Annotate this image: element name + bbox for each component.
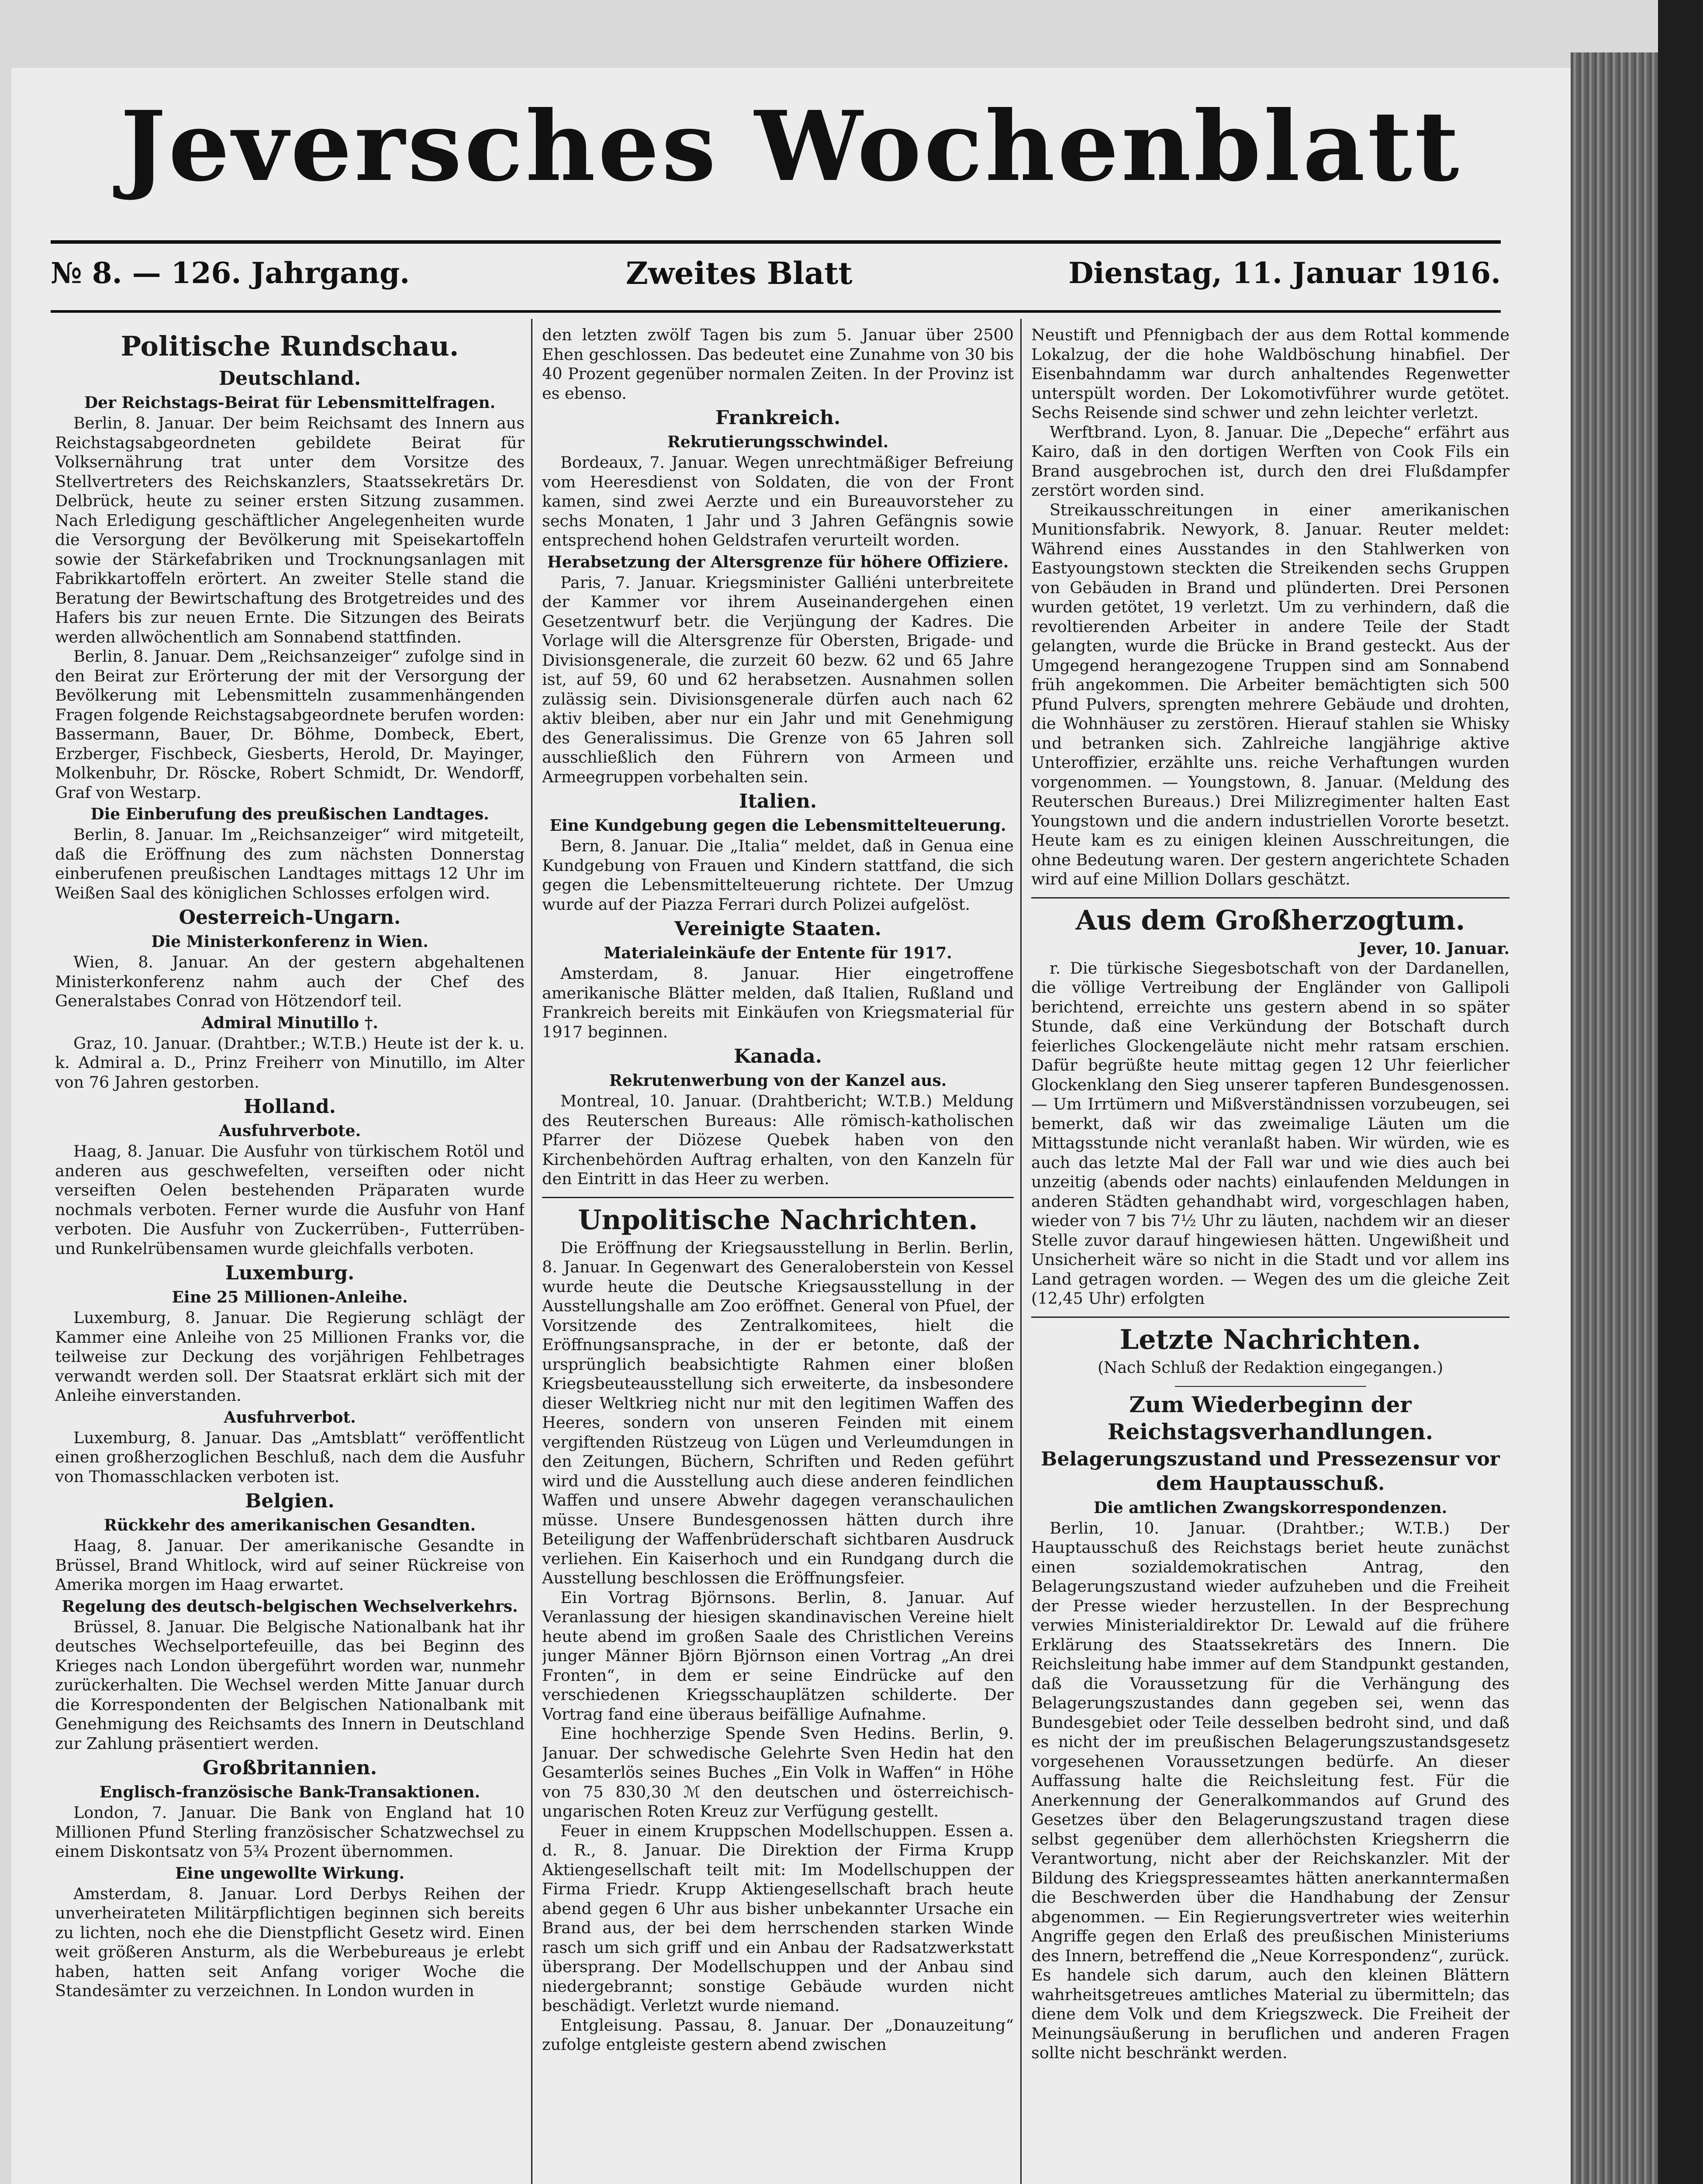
article-text: Berlin, 8. Januar. Der beim Reichsamt des Innern aus Reichstagsabgeordneten gebildete Beirat für Volksernährung trat unter dem Vorsitze des Stellvertreters des Reichskanzlers, Staatssekretärs Dr. Delbrück, heute zu seiner ersten Sitzung zusammen. Nach Erledigung geschäftlicher Angelegenheiten wurde die Versorgung der Bevölkerung mit Speisekartoffeln sowie der Stärkefabriken und Trocknungsanlagen mit Fabrikkartoffeln erörtert. An zweiter Stelle stand die Beratung der Bewirtschaftung des Brotgetreides und des Hafers bis zur neuen Ernte. Die Sitzungen des Beirats werden allwöchentlich am Sonnabend stattfinden. [55, 414, 525, 646]
country-heading: Luxemburg. [225, 1262, 355, 1284]
article-heading: Admiral Minutillo †. [201, 1013, 378, 1032]
article-text: Luxemburg, 8. Januar. Die Regierung schlägt der Kammer eine Anleihe von 25 Millionen Franks vor, die teilweise zur Deckung des vorjährigen Fehlbetrages verwandt werden soll. Der Staatsrat erklärt sich mit der Anleihe einverstanden. [55, 1308, 525, 1405]
article-text: Amsterdam, 8. Januar. Lord Derbys Reihen der unverheirateten Militärpflichtigen beginnen sich bereits zu lichten, noch ehe die Dienstpflicht Gesetz wird. Einen weit größeren Ansturm, als die Werbebureaus je erlebt haben, hatten seit Anfang voriger Woche die Standesämter zu verzeichnen. In London wurden in [55, 1884, 525, 2000]
column-separator [531, 319, 532, 2184]
short-divider [1175, 1386, 1366, 1387]
masthead [11, 68, 1571, 225]
article-text: Die Eröffnung der Kriegsausstellung in Berlin. Berlin, 8. Januar. In Gegenwart des Generaloberstein von Kessel wurde heute die Deutsche Kriegsausstellung in der Ausstellungshalle am Zoo eröffnet. General von Pfuel, der Vorsitzende des Zentralkomitees, hielt die Eröffnungsansprache, in der er betonte, daß der ursprünglich beabsichtigte Rahmen einer bloßen Kriegsbeuteausstellung sich erweiterte, da insbesondere dieser Weltkrieg nicht nur mit den legitimen Waffen des Heeres, sondern von unseren Feinden mit einem vergiftenden Rüstzeug von Lügen und Verleumdungen in den Zeitungen, Büchern, Schriften und Reden geführt wird und die Ausstellung auch diese anderen feindlichen Waffen und unsere Abwehr dagegen veranschaulichen müsse. Unsere Bundesgenossen hätten durch ihre Beteiligung der Waffenbrüderschaft sichtbaren Ausdruck verliehen. Ein Kaiserhoch und ein Rundgang durch die Ausstellung beschlossen die Eröffnungsfeier. [542, 1238, 1014, 1587]
article-heading: Eine 25 Millionen-Anleihe. [172, 1288, 408, 1306]
article-heading: Materialeinkäufe der Entente für 1917. [604, 944, 952, 962]
article-text: Berlin, 10. Januar. (Drahtber.; W.T.B.) Der Hauptausschuß des Reichstags beriet heute zunächst einen sozialdemokratischen Antrag, den Belagerungszustand wieder aufzuheben und die Freiheit der Presse wieder herzustellen. In der Besprechung verwies Ministerialdirektor Dr. Lewald auf die frühere Erklärung des Staatssekretärs des Innern. Die Reichsleitung habe immer auf dem Standpunkt gestanden, daß die Voraussetzung für die Verhängung des Belagerungszustandes dann gegeben sei, wenn das Bundesgebiet oder Teile desselben bedroht sind, und daß es nicht der im preußischen Belagerungszustandsgesetz vorgesehenen Voraussetzungen bedürfe. An dieser Auffassung halte die Reichsleitung fest. Für die Anerkennung der Generalkommandos auf Grund des Gesetzes über den Belagerungszustand tragen diese selbst gegenüber dem allerhöchsten Kriegsherrn die Verantwortung, nicht aber der Reichskanzler. Mit der Bildung des Kriegspresseamtes hätten anerkanntermaßen die Beschwerden über die Handhabung der Zensur abgenommen. — Ein Regierungsvertreter wies weiterhin Angriffe gegen den Erlaß des preußischen Ministeriums des Innern, betreffend die „Neue Korrespondenz“, zurück. Es handele sich darum, auch den kleinen Blättern wahrheitsgetreues amtliches Material zu übermitteln; das diene dem Volk und dem Kriegszweck. Die Freiheit der Meinungsäußerung in beruflichen und anderen Fragen sollte nicht beschränkt werden. [1031, 1518, 1510, 2062]
country-heading: Oesterreich-Ungarn. [179, 906, 401, 929]
section-title-unpolitische-nachrichten: Unpolitische Nachrichten. [578, 1203, 978, 1236]
article-heading: Eine Kundgebung gegen die Lebensmittelteuerung. [549, 816, 1006, 835]
country-heading: Holland. [244, 1095, 336, 1118]
section-title-politische-rundschau: Politische Rundschau. [121, 330, 459, 362]
country-heading: Großbritannien. [202, 1757, 377, 1779]
article-text: Bern, 8. Januar. Die „Italia“ meldet, daß in Genua eine Kundgebung von Frauen und Kindern stattfand, die sich gegen die Lebensmittelteuerung richtete. Der Umzug wurde auf der Piazza Ferrari durch Polizei aufgelöst. [542, 836, 1014, 914]
article-heading: Englisch-französische Bank-Transaktionen. [99, 1783, 480, 1801]
article-text: Brüssel, 8. Januar. Die Belgische Nationalbank hat ihr deutsches Wechselportefeuille, das bei Beginn des Krieges nach London übergeführt worden war, nunmehr zurückerhalten. Die Wechsel werden Mitte Januar durch die Korrespondenten der Belgischen Nationalbank mit Genehmigung des Reichsamts des Innern in Deutschland zur Zahlung präsentiert werden. [55, 1617, 525, 1753]
section-divider [1031, 897, 1510, 898]
country-heading: Kanada. [734, 1045, 822, 1068]
article-heading: Regelung des deutsch-belgischen Wechselverkehrs. [62, 1597, 518, 1616]
issue-date: Dienstag, 11. Januar 1916. [1068, 256, 1501, 290]
article-text: Entgleisung. Passau, 8. Januar. Der „Donauzeitung“ zufolge entgleiste gestern abend zwischen [542, 2015, 1014, 2054]
article-heading: Die amtlichen Zwangskorrespondenzen. [1093, 1498, 1447, 1517]
article-text: Amsterdam, 8. Januar. Hier eingetroffene amerikanische Blätter melden, daß Italien, Rußland und Frankreich bereits mit Einkäufen von Kriegsmaterial für 1917 beginnen. [542, 964, 1014, 1041]
article-heading: Der Reichstags-Beirat für Lebensmittelfragen. [84, 394, 496, 412]
article-headline: Zum Wiederbeginn der Reichstagsverhandlungen. [1107, 1391, 1434, 1444]
article-text: Bordeaux, 7. Januar. Wegen unrechtmäßiger Befreiung vom Heeresdienst von Soldaten, die von der Front kamen, sind zwei Aerzte und ein Bureauvorsteher zu sechs Monaten, 1 Jahr und 3 Jahren Gefängnis sowie entsprechend hohen Geldstrafen verurteilt worden. [542, 453, 1014, 549]
article-heading: Herabsetzung der Altersgrenze für höhere Offiziere. [547, 553, 1009, 571]
article-heading: Rekrutenwerbung von der Kanzel aus. [609, 1071, 947, 1090]
issue-header [51, 245, 1501, 301]
article-heading: Eine ungewollte Wirkung. [175, 1864, 404, 1883]
header-rule-bottom [51, 310, 1501, 313]
country-heading: Deutschland. [218, 367, 361, 390]
article-text: Montreal, 10. Januar. (Drahtbericht; W.T.B.) Meldung des Reuterschen Bureaus: Alle römisch-katholischen Pfarrer der Diözese Quebek haben von den Kirchenbehörden Auftrag erhalten, von den Kanzeln für den Eintritt in das Heer zu werben. [542, 1092, 1014, 1188]
article-heading: Ausfuhrverbote. [218, 1122, 361, 1140]
country-heading: Vereinigte Staaten. [674, 918, 881, 940]
article-text: Berlin, 8. Januar. Im „Reichsanzeiger“ wird mitgeteilt, daß die Eröffnung des zum nächsten Donnerstag einberufenen preußischen Landtages mittags 12 Uhr im Weißen Saal des königlichen Schlosses erfolgen wird. [55, 825, 525, 902]
article-text: Feuer in einem Kruppschen Modellschuppen. Essen a. d. R., 8. Januar. Die Direktion der Firma Krupp Aktiengesellschaft teilt mit: Im Modellschuppen der Firma Friedr. Krupp Aktiengesellschaft brach heute abend gegen 6 Uhr aus bisher unbekannter Ursache ein Brand aus, der bei dem herrschenden starken Winde rasch um sich griff und ein Anbau der Radsatzwerkstatt übersprang. Der Modellschuppen und der Anbau sind niedergebrannt; sonstige Gebäude wurden nicht beschädigt. Verletzt wurde niemand. [542, 1821, 1014, 2015]
article-text: Ein Vortrag Björnsons. Berlin, 8. Januar. Auf Veranlassung der hiesigen skandinavischen Vereine hielt heute abend im großen Saale des Christlichen Vereins junger Männer Björn Björnson einen Vortrag „An drei Fronten“, in dem er seine Eindrücke auf den verschiedenen Kriegsschauplätzen schilderte. Der Vortrag fand eine überaus beifällige Aufnahme. [542, 1588, 1014, 1724]
masthead-rule-top [51, 240, 1501, 244]
dateline: Jever, 10. Januar. [1359, 939, 1510, 958]
article-heading: Rekrutierungsschwindel. [667, 433, 889, 451]
column-1 [55, 325, 525, 2184]
editorial-note: (Nach Schluß der Redaktion eingegangen.) [1097, 1358, 1444, 1377]
column-2 [542, 325, 1014, 2184]
article-text: Paris, 7. Januar. Kriegsminister Galliéni unterbreitete der Kammer vor ihrem Auseinandergehen einen Gesetzentwurf betr. die Verjüngung der Kadres. Die Vorlage will die Altersgrenze für Obersten, Brigade- und Divisionsgenerale, die zurzeit 60 bezw. 62 und 65 Jahre ist, auf 59, 60 und 62 herabsetzen. Ausnahmen sollen zulässig sein. Divisionsgenerale dürfen auch nach 62 aktiv bleiben, aber nur ein Jahr und mit Genehmigung des Generalissimus. Die Grenze von 65 Jahren soll ausschließlich den Führern von Armeen und Armeegruppen vorbehalten sein. [542, 573, 1014, 786]
article-text: Haag, 8. Januar. Der amerikanische Gesandte in Brüssel, Brand Whitlock, wird auf seiner Rückreise von Amerika morgen im Haag erwartet. [55, 1536, 525, 1594]
article-text: Graz, 10. Januar. (Drahtber.; W.T.B.) Heute ist der k. u. k. Admiral a. D., Prinz Freiherr von Minutillo, im Alter von 76 Jahren gestorben. [55, 1033, 525, 1092]
article-subheadline: Belagerungszustand und Pressezensur vor dem Hauptausschuß. [1041, 1448, 1500, 1495]
section-divider [1031, 1317, 1510, 1318]
article-text: Eine hochherzige Spende Sven Hedins. Berlin, 9. Januar. Der schwedische Gelehrte Sven Hedin hat den Gesamterlös seines Buches „Ein Volk in Waffen“ in Höhe von 75 830,30 ℳ den deutschen und österreichisch-ungarischen Roten Kreuz zur Verfügung gestellt. [542, 1724, 1014, 1821]
section-divider [542, 1197, 1014, 1198]
newspaper-title: Jeversches Wochenblatt [120, 90, 1462, 203]
article-heading: Ausfuhrverbot. [224, 1408, 356, 1427]
country-heading: Belgien. [245, 1490, 335, 1512]
issue-number: № 8. — 126. Jahrgang. [51, 256, 410, 290]
article-heading: Die Ministerkonferenz in Wien. [151, 933, 428, 951]
section-title-letzte-nachrichten: Letzte Nachrichten. [1119, 1323, 1421, 1355]
column-separator [1020, 319, 1022, 2184]
article-text: Haag, 8. Januar. Die Ausfuhr von türkischem Rotöl und anderen aus geschwefelten, verseiften oder nicht verseiften Oelen bestehenden Präparaten wurde nochmals verboten. Ferner wurde die Ausfuhr von Hanf verboten. Die Ausfuhr von Zuckerrüben-, Futterrüben- und Runkelrübensamen wurde gleichfalls verboten. [55, 1142, 525, 1258]
article-text: Berlin, 8. Januar. Dem „Reichsanzeiger“ zufolge sind in den Beirat zur Erörterung der mit der Versorgung der Bevölkerung mit Lebensmitteln zusammenhängenden Fragen folgende Reichstagsabgeordnete berufen worden: Bassermann, Bauer, Dr. Böhme, Dombeck, Ebert, Erzberger, Fischbeck, Giesberts, Herold, Dr. Mayinger, Molkenbuhr, Dr. Röscke, Robert Schmidt, Dr. Wendorff, Graf von Westarp. [55, 647, 525, 802]
scan-border [1658, 0, 1703, 2184]
article-heading: Die Einberufung des preußischen Landtages. [90, 805, 489, 823]
sheet-label: Zweites Blatt [625, 255, 853, 291]
article-text: Streikausschreitungen in einer amerikanischen Munitionsfabrik. Newyork, 8. Januar. Reuter meldet: Während eines Ausstandes in den Stahlwerken von Eastyoungstown steckten die Streikenden sechs Gruppen von Gebäuden in Brand und plünderten. Drei Personen wurden getötet, 19 verletzt. Um zu verhindern, daß die revoltierenden Arbeiter in andere Teile der Stadt gelangten, wurde die Brücke in Brand gesteckt. Aus der Umgegend herangezogene Truppen sind am Sonnabend früh angekommen. Die Arbeiter bemächtigten sich 500 Pfund Pulvers, sprengten mehrere Gebäude und drohten, die Wohnhäuser zu zerstören. Hierauf stahlen sie Whisky und betranken sich. Zahlreiche langjährige aktive Unteroffizier, erzählte uns. reiche Verhaftungen wurden vorgenommen. — Youngstown, 8. Januar. (Meldung des Reuterschen Bureaus.) Drei Milizregimenter halten East Youngstown und die andern industriellen Vororte besetzt. Heute kam es zu einigen kleinen Ausschreitungen, die ohne Bedeutung waren. Der gestern angerichtete Schaden wird auf eine Million Dollars geschätzt. [1031, 500, 1510, 888]
article-text: London, 7. Januar. Die Bank von England hat 10 Millionen Pfund Sterling französischer Schatzwechsel zu einem Diskontsatz von 5¾ Prozent übernommen. [55, 1803, 525, 1861]
newspaper-page [11, 68, 1571, 2184]
article-text: Neustift und Pfennigbach der aus dem Rottal kommende Lokalzug, der die hohe Waldböschung hinabfiel. Der Eisenbahndamm war durch anhaltendes Regenwetter unterspült worden. Der Lokomotivführer wurde getötet. Sechs Reisende sind schwer und zehn leichter verletzt. [1031, 325, 1510, 422]
section-title-grossherzogtum: Aus dem Großherzogtum. [1075, 904, 1465, 936]
article-text: den letzten zwölf Tagen bis zum 5. Januar über 2500 Ehen geschlossen. Das bedeutet eine Zunahme von 30 bis 40 Prozent gegenüber normalen Zeiten. In der Provinz ist es ebenso. [542, 325, 1014, 403]
article-text: Werftbrand. Lyon, 8. Januar. Die „Depeche“ erfährt aus Kairo, daß in den dortigen Werften von Cook Fils ein Brand ausgebrochen ist, durch den drei Flußdampfer zerstört worden sind. [1031, 422, 1510, 500]
book-page-edges [1571, 52, 1658, 2184]
column-3 [1031, 325, 1510, 2184]
article-text: r. Die türkische Siegesbotschaft von der Dardanellen, die völlige Vertreibung der Engländer von Gallipoli berichtend, erreichte uns gestern abend in so später Stunde, daß eine Verkündung der Botschaft durch feierliches Glockengeläute nicht mehr ratsam erschien. Dafür begrüßte heute mittag gegen 12 Uhr feierlicher Glockenklang den Sieg unserer tapferen Bundesgenossen. — Um Irrtümern und Mißverständnissen vorzubeugen, sei bemerkt, daß wir das zweimalige Läuten um die Mittagsstunde nicht veranlaßt haben. Wir würden, wie es auch das letzte Mal der Fall war und wie dies auch bei unzeitig (abends oder nachts) einlaufenden Meldungen in anderen Städten gehandhabt wird, vorgeschlagen haben, wieder von 7 bis 7½ Uhr zu läuten, nachdem wir an dieser Stelle zuvor darauf hingewiesen hätten. Ungewißheit und Unsicherheit wäre so nicht in die Stadt und vor allem ins Land getragen worden. — Wegen des um die gleiche Zeit (12,45 Uhr) erfolgten [1031, 958, 1510, 1308]
country-heading: Frankreich. [715, 407, 841, 429]
country-heading: Italien. [739, 790, 817, 812]
article-heading: Rückkehr des amerikanischen Gesandten. [104, 1516, 476, 1534]
article-text: Wien, 8. Januar. An der gestern abgehaltenen Ministerkonferenz nahm auch der Chef des Generalstabes Conrad von Hötzendorf teil. [55, 953, 525, 1010]
article-text: Luxemburg, 8. Januar. Das „Amtsblatt“ veröffentlicht einen großherzoglichen Beschluß, nach dem die Ausfuhr von Thomasschlacken verboten ist. [55, 1428, 525, 1486]
